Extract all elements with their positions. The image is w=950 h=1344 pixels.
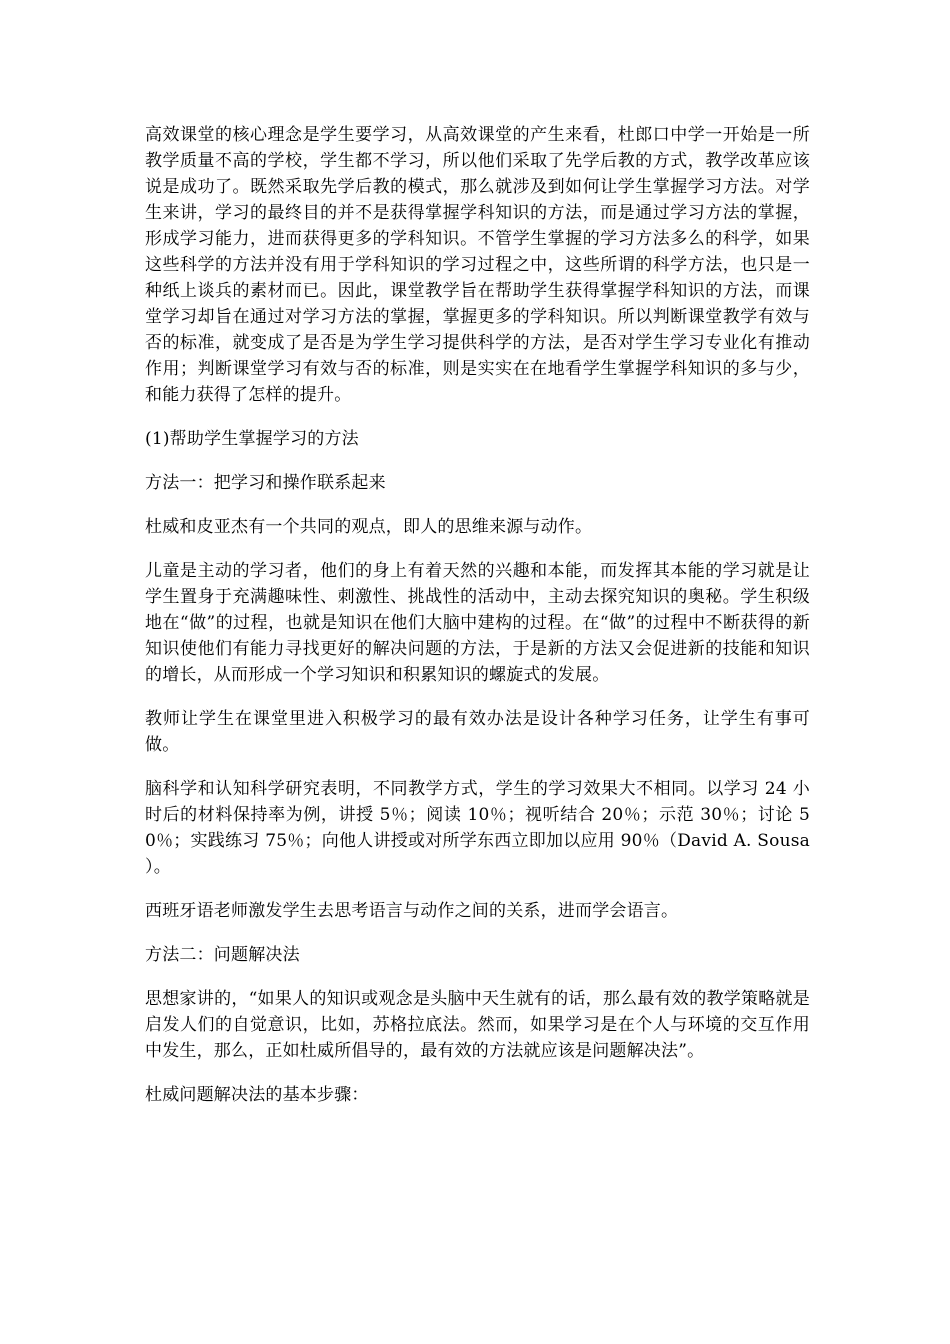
paragraph-teacher-tasks: 教师让学生在课堂里进入积极学习的最有效办法是设计各种学习任务，让学生有事可做。 bbox=[145, 709, 810, 755]
document-page bbox=[145, 122, 810, 1126]
paragraph-dewey-steps: 杜威问题解决法的基本步骤： bbox=[145, 1085, 369, 1105]
paragraph-dewey-piaget: 杜威和皮亚杰有一个共同的观点，即人的思维来源与动作。 bbox=[145, 517, 593, 537]
paragraph-spanish-teacher: 西班牙语老师激发学生去思考语言与动作之间的关系，进而学会语言。 bbox=[145, 901, 679, 921]
paragraph-core-concept: 高效课堂的核心理念是学生要学习，从高效课堂的产生来看，杜郎口中学一开始是一所教学质量不高的学校，学生都不学习，所以他们采取了先学后教的方式，教学改革应该说是成功了。既然采取先学后教的模式，那么就涉及到如何让学生掌握学习方法。对学生来讲，学习的最终目的并不是获得掌握学科知识的方法，而是通过学习方法的掌握，形成学习能力，进而获得更多的学科知识。不管学生掌握的学习方法多么的科学，如果这些科学的方法并没有用于学科知识的学习过程之中，这些所谓的科学方法，也只是一种纸上谈兵的素材而已。因此，课堂教学旨在帮助学生获得掌握学科知识的方法，而课堂学习却旨在通过对学习方法的掌握，掌握更多的学科知识。所以判断课堂教学有效与否的标准，就变成了是否是为学生学习提供科学的方法，是否对学生学习专业化有推动作用；判断课堂学习有效与否的标准，则是实实在在地看学生掌握学科知识的多与少，和能力获得了怎样的提升。 bbox=[145, 125, 810, 405]
paragraph-children-learners: 儿童是主动的学习者，他们的身上有着天然的兴趣和本能，而发挥其本能的学习就是让学生置身于充满趣味性、刺激性、挑战性的活动中，主动去探究知识的奥秘。学生积级地在“做”的过程，也就是知识在他们大脑中建构的过程。在“做”的过程中不断获得的新知识使他们有能力寻找更好的解决问题的方法，于是新的方法又会促进新的技能和知识的增长，从而形成一个学习知识和积累知识的螺旋式的发展。 bbox=[145, 561, 810, 685]
heading-help-students: (1)帮助学生掌握学习的方法 bbox=[145, 429, 359, 449]
paragraph-brain-science: 脑科学和认知科学研究表明，不同教学方式，学生的学习效果大不相同。以学习 24 小时后的材料保持率为例，讲授 5％；阅读 10％；视听结合 20％；示范 30％；讨论 50％；实践练习 75％；向他人讲授或对所学东西立即加以应用 90％（David A. Sousa ）。 bbox=[145, 779, 810, 877]
paragraph-thinker-quote: 思想家讲的，“如果人的知识或观念是头脑中天生就有的话，那么最有效的教学策略就是启发人们的自觉意识，比如，苏格拉底法。然而，如果学习是在个人与环境的交互作用中发生，那么，正如杜威所倡导的，最有效的方法就应该是问题解决法”。 bbox=[145, 989, 810, 1061]
heading-method-two: 方法二：问题解决法 bbox=[145, 945, 300, 965]
heading-method-one: 方法一：把学习和操作联系起来 bbox=[145, 473, 386, 493]
